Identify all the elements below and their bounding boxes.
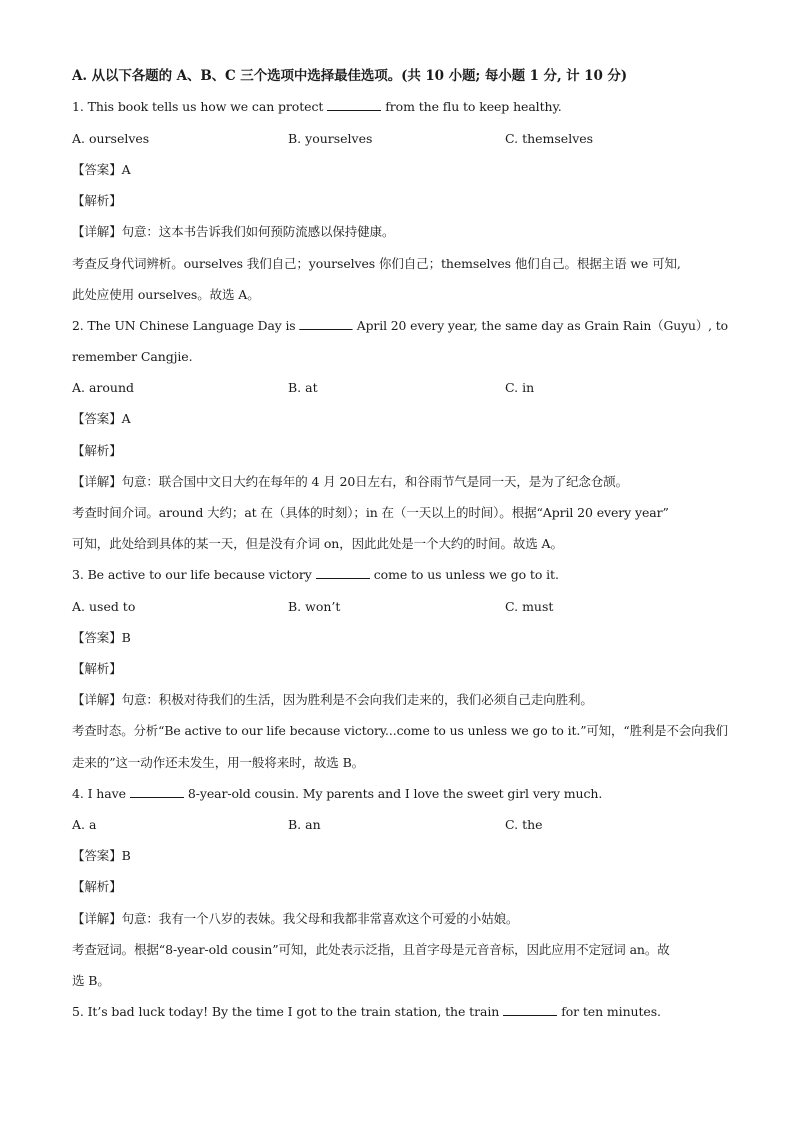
question-3-stem <box>72 566 559 584</box>
question-4-analysis: 【解析】 <box>72 879 122 894</box>
question-3-analysis: 【解析】 <box>72 661 122 676</box>
question-4-option-c: C. the <box>505 817 543 832</box>
question-1-analysis: 【解析】 <box>72 193 122 208</box>
question-3-explanation-line-1: 考查时态。分析“Be active to our life because victory...come to us unless we go to it.”可知，“胜利是不会向我们 <box>72 723 728 738</box>
question-1-option-b: B. yourselves <box>288 131 373 146</box>
question-2-answer: 【答案】A <box>72 411 131 426</box>
question-3-stem-after: come to us unless we go to it. <box>373 567 559 582</box>
question-1-option-a: A. ourselves <box>72 131 150 146</box>
question-1-answer: 【答案】A <box>72 162 131 177</box>
question-4-stem-before: 4. I have <box>72 786 126 801</box>
question-2-explanation-line-2: 可知，此处给到具体的某一天，但是没有介词 on，因此此处是一个大约的时间。故选 A。 <box>72 536 563 551</box>
question-4-blank <box>130 785 184 798</box>
question-4-answer: 【答案】B <box>72 848 131 863</box>
question-1-stem-after: from the flu to keep healthy. <box>385 99 562 114</box>
question-2-stem-after: April 20 every year, the same day as Grain Rain（Guyu）, to <box>356 318 728 333</box>
question-2-analysis: 【解析】 <box>72 443 122 458</box>
question-1-explanation-line-1: 考查反身代词辨析。ourselves 我们自己；yourselves 你们自己；themselves 他们自己。根据主语 we 可知, <box>72 256 681 271</box>
question-2-detail: 【详解】句意：联合国中文日大约在每年的 4 月 20日左右，和谷雨节气是同一天，是为了纪念仓颉。 <box>72 474 628 489</box>
question-2-blank <box>300 317 353 330</box>
question-4-explanation-line-2: 选 B。 <box>72 973 110 988</box>
question-3-detail: 【详解】句意：积极对待我们的生活，因为胜利是不会向我们走来的，我们必须自己走向胜利。 <box>72 692 593 707</box>
question-4-option-a: A. a <box>72 817 97 832</box>
question-3-blank <box>316 566 370 579</box>
question-2-option-c: C. in <box>505 380 535 395</box>
question-1-stem <box>72 98 562 116</box>
question-3-option-c: C. must <box>505 599 554 614</box>
question-3-option-a: A. used to <box>72 599 136 614</box>
question-4-stem <box>72 785 602 803</box>
question-3-answer: 【答案】B <box>72 630 131 645</box>
section-title: A. 从以下各题的 A、B、C 三个选项中选择最佳选项。(共 10 小题; 每小题 1 分, 计 10 分) <box>72 68 628 84</box>
question-3-explanation-line-2: 走来的”这一动作还未发生，用一般将来时，故选 B。 <box>72 755 365 770</box>
question-1-blank <box>327 98 381 111</box>
question-1-explanation-line-2: 此处应使用 ourselves。故选 A。 <box>72 287 260 302</box>
question-2-option-a: A. around <box>72 380 135 395</box>
question-5-stem-before: 5. It’s bad luck today! By the time I got to the train station, the train <box>72 1004 500 1019</box>
question-2-stem-line-2: remember Cangjie. <box>72 349 193 364</box>
question-4-stem-after: 8-year-old cousin. My parents and I love the sweet girl very much. <box>187 786 603 801</box>
question-1-stem-before: 1. This book tells us how we can protect <box>72 99 324 114</box>
question-4-detail: 【详解】句意：我有一个八岁的表妹。我父母和我都非常喜欢这个可爱的小姑娘。 <box>72 911 519 926</box>
question-1-detail: 【详解】句意：这本书告诉我们如何预防流感以保持健康。 <box>72 224 395 239</box>
question-5-stem-after: for ten minutes. <box>561 1004 661 1019</box>
question-3-option-b: B. won’t <box>288 599 341 614</box>
question-5-stem <box>72 1003 661 1021</box>
question-4-explanation-line-1: 考查冠词。根据“8-year-old cousin”可知，此处表示泛指，且首字母是元音音标，因此应用不定冠词 an。故 <box>72 942 670 957</box>
question-2-explanation-line-1: 考查时间介词。around 大约；at 在（具体的时刻）；in 在（一天以上的时间）。根据“April 20 every year” <box>72 505 669 520</box>
question-5-blank <box>503 1003 557 1016</box>
question-2-option-b: B. at <box>288 380 318 395</box>
question-4-option-b: B. an <box>288 817 321 832</box>
question-3-stem-before: 3. Be active to our life because victory <box>72 567 312 582</box>
question-2-stem-before: 2. The UN Chinese Language Day is <box>72 318 296 333</box>
question-1-option-c: C. themselves <box>505 131 594 146</box>
question-2-stem <box>72 317 728 335</box>
